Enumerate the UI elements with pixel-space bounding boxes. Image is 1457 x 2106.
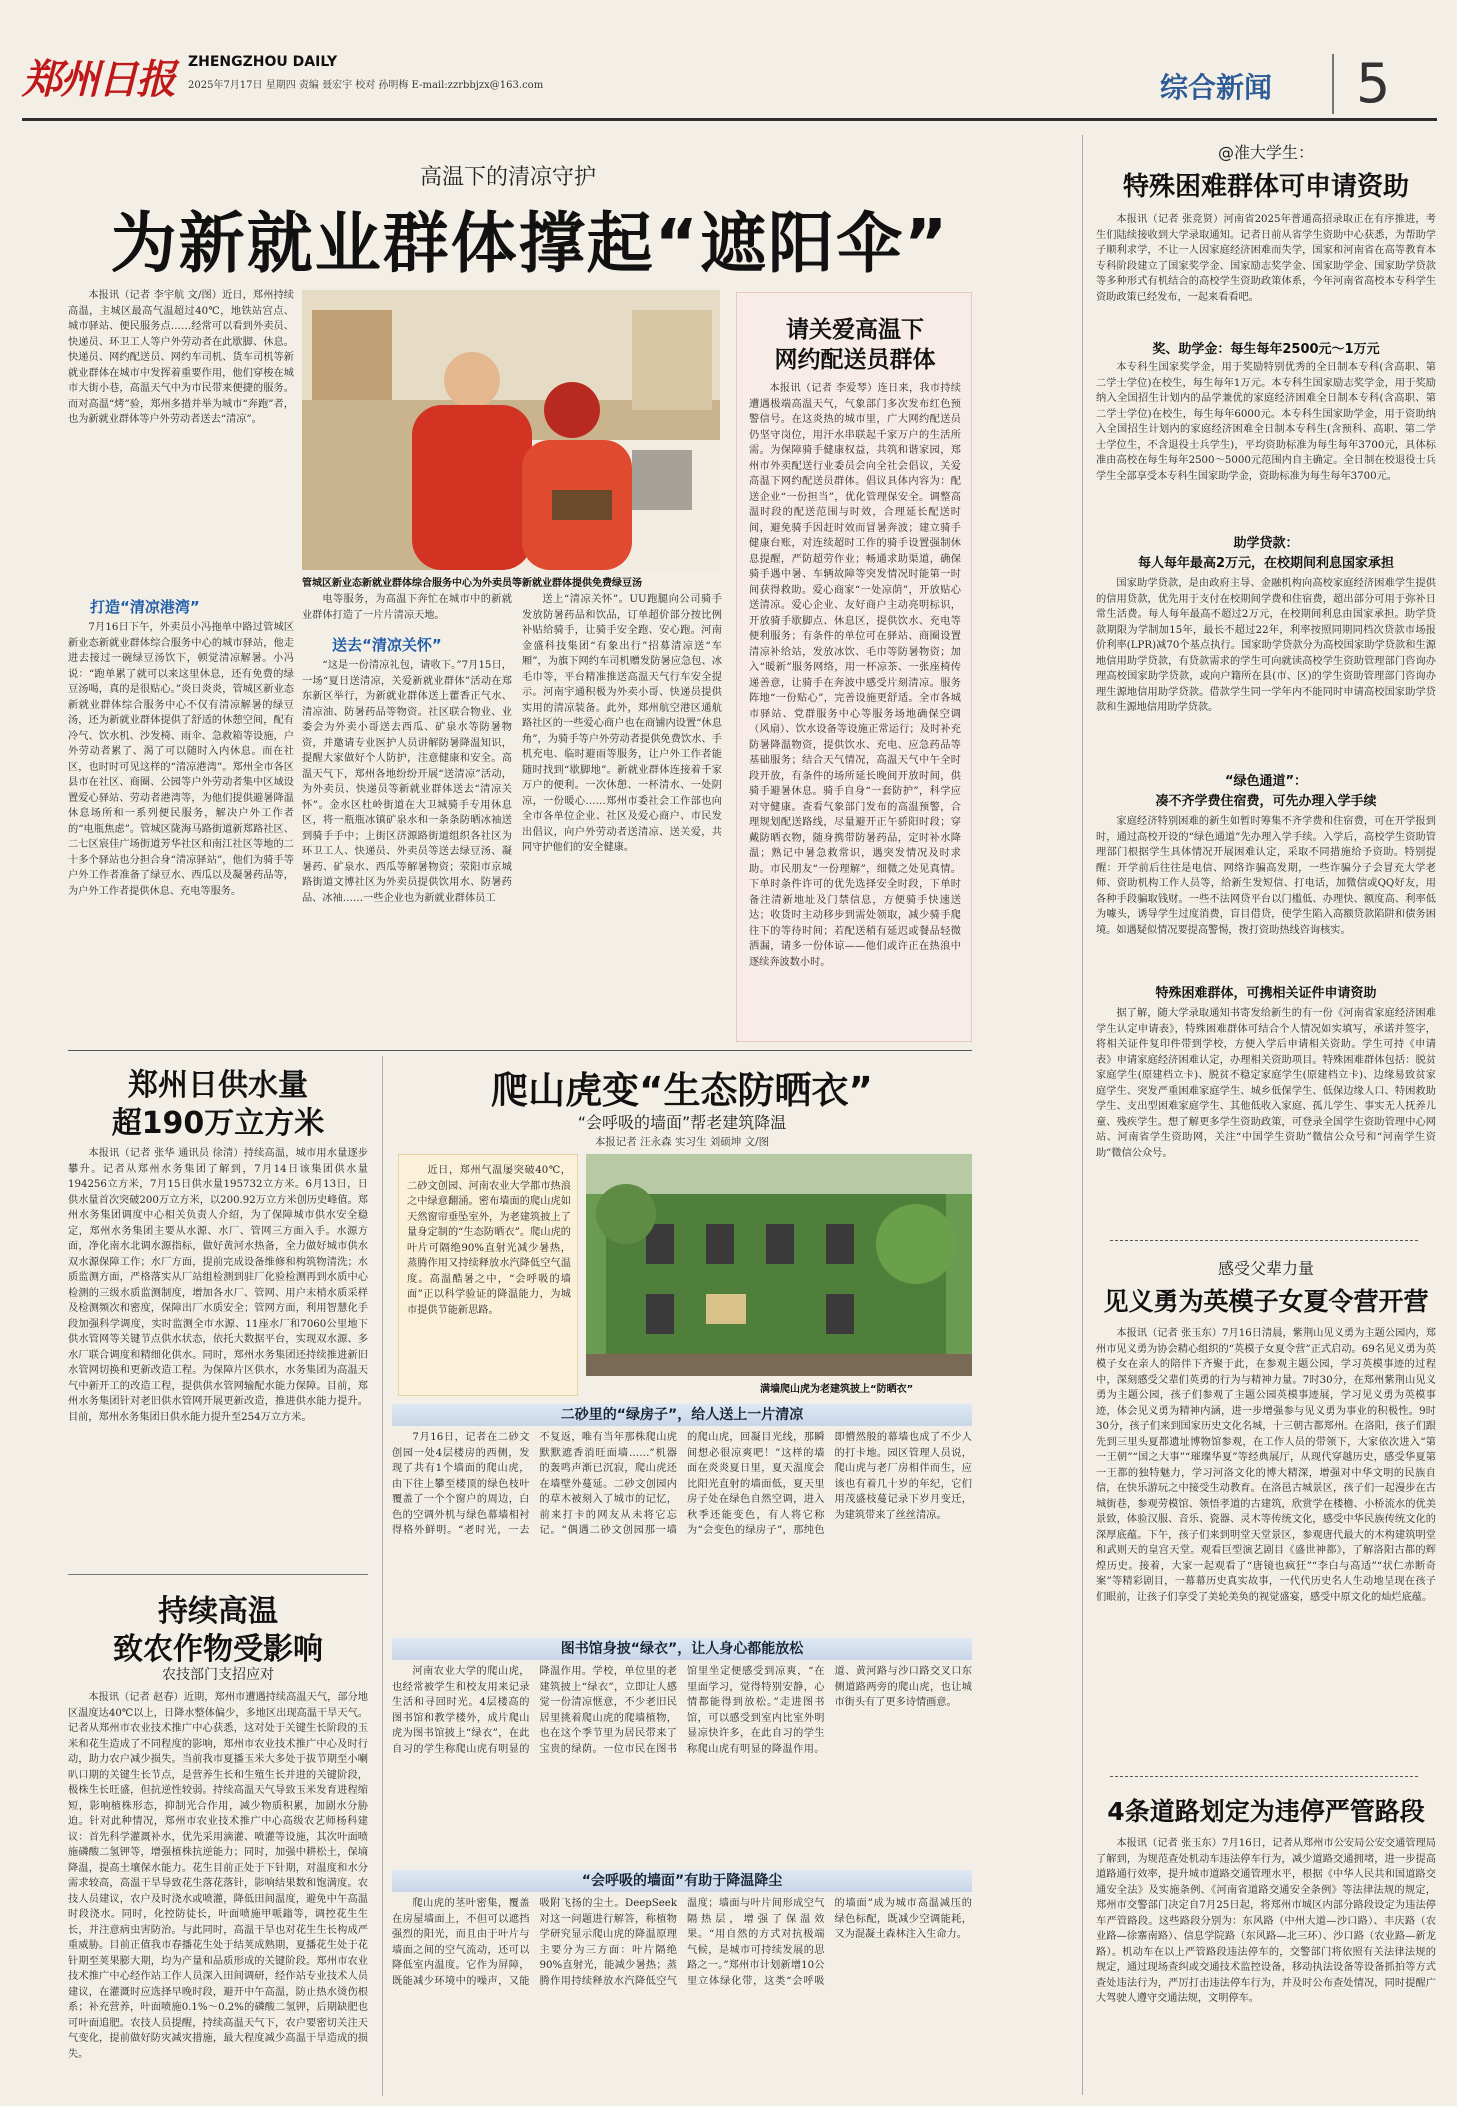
aid-intro-body: 本报讯（记者 张竞贤）河南省2025年普通高招录取正在有序推进，考生们陆续接收到大学录取通知。记者日前从省学生资助中心获悉，为帮助学子顺利求学，不让一人因家庭经济困难而失学，国家和河南省在高等教育本专科阶段建立了国家奖学金、国家励志奖学金、国家助学金、国家助学贷款等多种形式有机结合的高校学生资助政策体系，今年河南省高校本专科学生资助政策已经发布，一起来看看吧。 bbox=[1096, 214, 1436, 303]
lead-col2-subhead: 送去“清凉关怀” bbox=[332, 636, 442, 654]
farm-text bbox=[68, 1690, 368, 2094]
aid-h1: 奖、助学金：每生每年2500元～1万元 bbox=[1152, 342, 1380, 357]
lead-col2 bbox=[302, 592, 512, 632]
ivy-photo bbox=[586, 1154, 972, 1376]
ivy-photo-caption: 满墙爬山虎为老建筑披上“防晒衣” bbox=[760, 1384, 914, 1395]
water-text bbox=[68, 1146, 368, 1566]
farm-subtitle: 农技部门支招应对 bbox=[162, 1667, 274, 1683]
masthead-logo: 郑州日报 bbox=[22, 56, 174, 103]
ivy-s2-body: 河南农业大学的爬山虎，也经常被学生和校友用来记录生活和寻回时光。4层楼高的图书馆和教学楼外，成片爬山虎为图书馆披上“绿衣”，在此自习的学生称爬山虎有明显的降温作用。学校，单位里的老建筑披上“绿衣”，立即让人感觉一份清凉惬意，不少老旧民居里挑着爬山虎的爬墙植物，也在这个季节里为居民带来了宝贵的绿荫。一位市民在图书馆里坐定便感受到凉爽，“在里面学习，觉得特别安静，心情都能得到放松。”走进图书馆，可以感受到室内比室外明显凉快许多，在此自习的学生称爬山虎有明显的降温作用。道、黄河路与沙口路交叉口东侧道路两旁的爬山虎，也让城市街头有了更多诗情画意。 bbox=[392, 1666, 972, 1755]
ivy-s1-body: 7月16日，记者在二砂文创园一处4层楼房的西侧，发现了共有1个墙面的爬山虎，由下往上攀至楼顶的绿色枝叶覆盖了一个个窗户的周边，白色的空调外机与绿色幕墙相衬得格外鲜明。“老时光，一去不复返，唯有当年那株爬山虎默默遮香消旺面墙……”机器的轰鸣声渐已沉寂，爬山虎还在墙壁外蔓延。二砂文创园内的草木被刻入了城市的记忆，前来打卡的网友从未将它忘记。“偶遇二砂文创园那一墙的爬山虎，回凝目光线，那瞬间想必很凉爽吧！”这样的墙面在炎炎夏日里，夏天温度会比阳光直射的墙面低，夏天里房子处在绿色自然空调，进入秋季还能变色，有人将它称为“会变色的绿房子”，那纯色即懵然般的幕墙也成了不少人的打卡地。园区管理人员说，爬山虎与老厂房相伴而生，应该也有着几十岁的年纪，它们用茂盛枝蔓记录下岁月变迁，为建筑带来了丝丝清凉。 bbox=[392, 1432, 972, 1536]
ivy-title: 爬山虎变“生态防晒衣” bbox=[491, 1069, 873, 1112]
aid-title: 特殊困难群体可申请资助 bbox=[1122, 172, 1409, 202]
aid-p1-body: 本专科生国家奖学金，用于奖励特别优秀的全日制本专科(含高职、第二学士学位)在校生，每生每年1万元。本专科生国家励志奖学金，用于奖励纳入全国招生计划内的品学兼优的家庭经济困难全日制本专科(含高职、第二学士学位)在校生，每生每年6000元。本专科生国家助学金，用于资助纳入全国招生计划内的家庭经济困难全日制本专科生(含预科、高职、第二学士学位生，不含退役士兵学生)，平均资助标准为每生每年3700元，具体标准由高校在每生每年2500～5000元范围内自主确定。全日制在校退役士兵学生全部享受本专科生国家助学金，资助标准为每生每年3700元。 bbox=[1096, 362, 1436, 482]
riders-title-1: 请关爱高温下 bbox=[786, 317, 924, 343]
ivy-s1 bbox=[392, 1430, 972, 1630]
section-title: 综合新闻 bbox=[1160, 71, 1273, 104]
lead-photo-image bbox=[302, 290, 720, 570]
riders-box bbox=[736, 292, 972, 1042]
aid-intro bbox=[1096, 212, 1436, 336]
lead-col1-text: 本报讯（记者 李宇航 文/图）近日，郑州持续高温，主城区最高气温超过40℃，地铁站宫点、城市驿站、便民服务点……经常可以看到外卖员、快递员、环卫工人等户外劳动者在此歇脚、休息。快递员、网约配送员、网约车司机、货车司机等新就业群体在城市中发挥着重要作用，他们穿梭在城市大街小巷，高温天气中为市民带来便捷的服务。而对高温“烤”验，郑州多措并举为城市“奔跑”者，也为新就业群体等户外劳动者送去“清凉”。 bbox=[68, 290, 294, 425]
ivy-box bbox=[398, 1154, 578, 1396]
aid-p3 bbox=[1096, 814, 1436, 978]
water-title-1: 郑州日供水量 bbox=[128, 1068, 308, 1103]
ivy-s3 bbox=[392, 1896, 972, 2094]
camp-text bbox=[1096, 1326, 1436, 1762]
ivy-s3-body: 爬山虎的茎叶密集，覆盖在房屋墙面上，不但可以遮挡强烈的阳光，而且由于叶片与墙面之间的空气流动，还可以降低室内温度。它作为屏障，既能减少环境中的噪声，又能吸附飞扬的尘土。DeepSeek对这一问题进行解答，称植物学研究显示爬山虎的降温原理主要分为三方面：叶片隔绝90%直射光，能减少暑热；蒸腾作用持续释放水汽降低空气温度；墙面与叶片间形成空气隔热层，增强了保温效果。“用自然的方式对抗极端气候，是城市可持续发展的思路之一。”郑州市计划新增10公里立体绿化带，这类“会呼吸的墙面”成为城市高温减压的绿色标配，既减少空调能耗，又为混凝土森林注入生命力。 bbox=[392, 1898, 972, 1987]
water-text-body: 本报讯（记者 张华 通讯员 徐清）持续高温，城市用水量逐步攀升。记者从郑州水务集团了解到，7月14日该集团供水量194256立方米，7月15日供水量195732立方米。6月13日，日供水量首次突破200万立方米，以200.92万立方米创历史峰值。郑州水务集团调度中心相关负责人介绍，为了保障城市供水安全稳定，郑州水务集团主要从水源、水厂、管网三方面入手。水源方面，净化南水北调水源指标，做好黄河水热备，全力做好城市供水双水源保障工作；水厂方面，提前完成设备维修和构筑物清洗；水质监测方面，严格落实从厂站组检测到驻厂化验检测再到水质中心检测的三级水质监测制度，增加各水厂、管网、用户末梢水质采样及检测频次和密度，保障出厂水质安全；管网方面，利用智慧化手段加强科学调度，实时监测全市水源、11座水厂和7060公里地下供水管网等关键节点供水状态，依托大数据平台，实现双水源、多水厂联合调度和精细化供水。同时，郑州水务集团还持续推进新旧水管网切换和更新改造工程。为保障片区供水，水务集团为高温天气中新开工的改造工程，提供供水管网输配水能力保障。目前，郑州水务集团针对老旧供水管网开展更新改造，推进供水能力提升。目前，郑州水务集团日供水能力提升至254万立方米。 bbox=[68, 1148, 368, 1423]
lead-col1-subhead: 打造“清凉港湾” bbox=[90, 598, 200, 616]
lead-title: 为新就业群体撑起“遮阳伞” bbox=[110, 205, 950, 282]
lead-col3 bbox=[522, 592, 722, 1042]
lead-col2b-text: “这是一份清凉礼包，请收下。”7月15日，一场“夏日送清凉，关爱新就业群体”活动在郑东新区举行，为新就业群体送上藿香正气水、清凉油、防暑药品等物资。社区联合物业、业委会为外卖小哥送去西瓜、矿泉水等防暑物资，并邀请专业医护人员讲解防暑降温知识，提醒大家做好个人防护，注意健康和安全。高温天气下，郑州各地纷纷开展“送清凉”活动，为外卖员、快递员等新就业群体送去“清凉关怀”。金水区杜岭街道在大卫城骑手专用休息区，将一瓶瓶冰镇矿泉水和一条条防晒冰袖送到骑手手中；上街区济源路街道组织各社区为环卫工人、快递员、外卖员等送去绿豆汤、凝暑药、矿泉水、西瓜等解暑物资；荥阳市京城路街道文博社区为外卖员提供饮用水、防暑药品、冰袖……一些企业也为新就业群体员工 bbox=[302, 660, 512, 904]
ivy-photo-image bbox=[586, 1154, 972, 1376]
aid-camp-rule bbox=[1110, 1240, 1420, 1241]
camp-road-rule bbox=[1110, 1776, 1420, 1777]
camp-title: 见义勇为英模子女夏令营开营 bbox=[1103, 1287, 1429, 1316]
aid-p3-body: 家庭经济特别困难的新生如暂时筹集不齐学费和住宿费，可在开学报到时，通过高校开设的“绿色通道”先办理入学手续。入学后，高校学生资助管理部门根据学生具体情况开展困难认定，采取不同措施给予资助。特别提醒：开学前后往往是电信、网络诈骗高发期，一些诈骗分子会冒充大学老师、资助机构工作人员等，给新生发短信、打电话，加微信或QQ好友，用各种手段骗取钱财。一些不法网贷平台以门槛低、办理快、额度高、利率低为噱头，诱导学生过度消费，盲目借贷，使学生陷入高额贷款陷阱和债务困境。如遇疑似情况要提高警惕，拨打资助热线咨询核实。 bbox=[1096, 816, 1436, 936]
camp-text-body: 本报讯（记者 张玉东）7月16日清晨，紫荆山见义勇为主题公园内，郑州市见义勇为协会精心组织的“英模子女夏令营”正式启动。69名见义勇为英模子女在亲人的陪伴下齐聚于此，在参观主题公园，学习英模事迹的过程中，深刻感受父辈们英勇的行为与精神力量。7时30分，在郑州紫荆山见义勇为主题公园，孩子们参观了主题公园英模事迹展，学习见义勇为英模事迹，体会见义勇为精神内涵，进一步增强参与见义勇为事业的积极性。9时30分，孩子们来到国家历史文化名城，十三朝古都郑州。在洛阳，孩子们跟先到三里头夏都遗址博物馆参观，在工作人员的带领下，大家依次进入“第一王朝”“国之大事”“璀璨华夏”等经典展厅，从现代穿越历史，感受华夏第一王都的独特魅力，学习河洛文化的博大精深，增强对中华文明的民族自信，在快乐游玩之中接受生动教育。在洛邑古城景区，孩子们一起漫步在古城街巷，参观劳模馆、领悟孝道的古建筑，欣赏学在楼檐、小桥流水的优美景致，体验汉服、音乐、瓷器、灵木等传统文化，感受中华民族传统文化的深厚底蕴。下午，孩子们来到明堂天堂景区，参观唐代最大的木构建筑明堂和武则天的皇宫天堂。观看巨型演艺剧目《盛世神都》，了解洛阳古都的辉煌历史。接着，大家一起观看了“唐镜也疯狂”“李白与高适”“状仁赤断奇案”等精彩剧目，一幕幕历史真实故事，一代代历史名人生动地呈现在孩子们眼前，让孩子们享受了美轮美奂的视觉盛宴，感受中原文化的灿烂底蕴。 bbox=[1096, 1328, 1436, 1603]
masthead bbox=[0, 0, 1457, 120]
right-column-rule bbox=[1082, 135, 1083, 2095]
lead-col2b bbox=[302, 658, 512, 1042]
lead-photo-caption: 管城区新业态新就业群体综合服务中心为外卖员等新就业群体提供免费绿豆汤 bbox=[302, 578, 642, 589]
page-number: 5 bbox=[1356, 52, 1391, 115]
aid-h2: 助学贷款： bbox=[1233, 536, 1299, 551]
ivy-box-text bbox=[407, 1163, 571, 1389]
lead-kicker: 高温下的清凉守护 bbox=[420, 165, 597, 190]
aid-p1 bbox=[1096, 360, 1436, 530]
masthead-rule bbox=[22, 118, 1437, 121]
road-text bbox=[1096, 1836, 1436, 2094]
ivy-bar-3: “会呼吸的墙面”有助于降温降尘 bbox=[392, 1870, 972, 1892]
ivy-byline: 本报记者 汪永森 实习生 刘硕坤 文/图 bbox=[594, 1136, 770, 1148]
aid-p2-body: 国家助学贷款，是由政府主导、金融机构向高校家庭经济困难学生提供的信用贷款，优先用于支付在校期间学费和住宿费，超出部分可用于弥补日常生活费。每人每年最高不超过2万元，在校期间利息由国家承担。助学贷款期限为学制加15年，最长不超过22年，利率按照同期同档次贷款市场报价利率(LPR)减70个基点执行。国家助学贷款分为高校国家助学贷款和生源地信用助学贷款，有贷款需求的学生可向就读高校学生资助管理部门咨询办理高校国家助学贷款，或向户籍所在县(市、区)的学生资助管理部门咨询办理生源地信用助学贷款。借款学生同一学年内不能同时申请高校国家助学贷款和生源地信用助学贷款。 bbox=[1096, 578, 1436, 713]
farm-text-body: 本报讯（记者 赵春）近期，郑州市遭遇持续高温天气，部分地区温度达40℃以上，日降水整体偏少，多地区出现高温干旱天气。记者从郑州市农业技术推广中心获悉，这对处于关键生长阶段的玉米和花生造成了不同程度的影响，郑州市农业技术推广中心及时行动，助力农户减少损失。当前我市夏播玉米大多处于拔节期至小喇叭口期的关键生长节点，是营养生长和生殖生长并进的关键阶段，极株生长旺盛，但抗逆性较弱。持续高温天气导致玉米发育进程缩短，影响植株形态，抑制光合作用，减少物质积累，加剧水分胁迫。针对此种情况，郑州市农业技术推广中心高级农艺师杨科建议：首先科学灌溉补水，优先采用滴灌、喷灌等设施，其次叶面喷施磷酸二氢钾等，增强植株抗逆能力；同时，加强中耕松土，保墒降温，提高土壤保水能力。花生目前正处于下针期，对温度和水分需求较高，高温干旱导致花生落花落针，影响结果数和饱满度。农技人员建议，农户及时浇水或喷灌，降低田间温度，避免中午高温时段浇水。同时，化控防徒长，叶面喷施甲哌鎓等，调控花生生长，并注意病虫害防治。与此同时，高温干旱也对花生生长构成严重威胁。目前正值我市春播花生处于结荚成熟期，夏播花生处于花针期至荚果膨大期，均为产量和品质形成的关键阶段。郑州市农业技术推广中心经作站工作人员深入田间调研，经作站专业技术人员建议，在灌溉时应选择早晚时段，避开中午高温，防止热水烫伤根系；补充营养，叶面喷施0.1%～0.2%的磷酸二氢钾，后期缺肥也可叶面追肥。农技人员提醒，持续高温天气下，农户要密切关注天气变化，提前做好防灾减灾措施，最大程度减少高温干旱造成的损失。 bbox=[68, 1692, 368, 2060]
farm-ivy-rule bbox=[382, 1056, 383, 2096]
farm-title-2: 致农作物受影响 bbox=[113, 1632, 323, 1667]
aid-h3: “绿色通道”： bbox=[1224, 774, 1308, 789]
aid-kicker: @准大学生： bbox=[1217, 143, 1314, 162]
section-divider bbox=[1332, 54, 1334, 114]
aid-h4: 特殊困难群体，可携相关证件申请资助 bbox=[1155, 986, 1377, 1001]
aid-p4-body: 据了解，随大学录取通知书寄发给新生的有一份《河南省家庭经济困难学生认定申请表》，特殊困难群体可结合个人情况如实填写，承诺并签字，将相关证件复印件带到学校，方便入学后申请相关资助。学生可持《申请表》申请家庭经济困难认定，办理相关资助项目。特殊困难群体包括：脱贫家庭学生(原建档立卡)、脱贫不稳定家庭学生(原建档立卡)、边缘易致贫家庭学生、突发严重困难家庭学生、城乡低保学生、低保边缘人口、特困救助学生、支出型困难家庭学生、其他低收入家庭、孤儿学生、事实无人抚养儿童、残疾学生。想了解更多学生资助政策，可登录全国学生资助管理中心网站、河南省学生资助网，关注“中国学生资助”微信公众号和“河南学生资助”微信公众号。 bbox=[1096, 1008, 1436, 1159]
road-title: 4条道路划定为违停严管路段 bbox=[1107, 1797, 1425, 1826]
lead-photo bbox=[302, 290, 720, 570]
ivy-box-body: 近日，郑州气温屡突破40℃，二砂文创园、河南农业大学都市热浪之中绿意翻涌。密布墙面的爬山虎如天然窗帘垂坠室外，为老建筑披上了量身定制的“生态防晒衣”。爬山虎的叶片可隔绝90%直射光减少暑热，蒸腾作用又持续释放水汽降低空气温度。高温酷暑之中，“会呼吸的墙面”正以科学验证的降温能力，为城市提供节能新思路。 bbox=[407, 1165, 571, 1316]
ivy-subtitle: “会呼吸的墙面”帮老建筑降温 bbox=[577, 1113, 787, 1132]
lead-col1 bbox=[68, 288, 294, 593]
camp-kicker: 感受父辈力量 bbox=[1217, 1259, 1314, 1278]
water-rule bbox=[68, 1574, 368, 1575]
ivy-bar-2: 图书馆身披“绿衣”，让人身心都能放松 bbox=[392, 1638, 972, 1660]
riders-text-body: 本报讯（记者 李爱琴）连日来，我市持续遭遇极端高温天气，气象部门多次发布红色预警信号。在这炎热的城市里，广大网约配送员仍坚守岗位，用汗水串联起千家万户的生活所需。为保障骑手健康权益，共筑和谐家园，郑州市外卖配送行业委员会向全社会倡议，关爱高温下网约配送员群体。倡议具体内容为：配送企业“一份担当”，优化管理保安全。调整高温时段的配送范围与时效，合理延长配送时间，避免骑手因赶时效而冒暑奔波；建立骑手健康台账，对连续超时工作的骑手设置强制休息提醒，严防超劳作业；畅通求助渠道，确保骑手遇中暑、车辆故障等突发情况时能第一时间获得救助。爱心商家“一处凉荫”，开放贴心送清凉。爱心企业、友好商户主动亮明标识，开放骑手歇脚点、休息区，提供饮水、充电等便利服务；有条件的单位可在驿站、商圈设置清凉补给站，发放冰饮、毛巾等防暑物资；加入“暖新”服务网络，用一杯凉茶、一张座椅传递善意，让骑手在奔波中感受片刻清凉。服务阵地“一份贴心”，完善设施更舒适。全市各城市驿站、党群服务中心等服务场地确保空调（风扇）、饮水设备等设施正常运行；及时补充防暑降温物资，提供饮水、充电、应急药品等基础服务；结合天气情况，高温天气中午全时段开放，有条件的场所延长晚间开放时间，供骑手避暑休息。骑手自身“一套防护”，科学应对守健康。查看气象部门发布的高温预警，合理规划配送路线，尽量避开正午骄阳时段；穿戴防晒衣物，随身携带防暑药品，定时补水降温；熟记中暑急救常识，遇突发情况及时求助。市民朋友“一份理解”，细微之处见真情。下单时条件许可的优先选择安全时段，下单时备注清新地址及门禁信息，方便骑手快速送达；收货时主动移步到需处领取，减少骑手爬往下的等待时间；若配送稍有延迟或餐品轻微洒漏，请多一份体谅——他们或许正在热浪中逐续奔波数小时。 bbox=[749, 383, 961, 968]
aid-h3b: 凑不齐学费住宿费，可先办理入学手续 bbox=[1155, 794, 1377, 809]
ivy-bar-1: 二砂里的“绿房子”，给人送上一片清凉 bbox=[392, 1404, 972, 1426]
lead-col1b bbox=[68, 620, 294, 1042]
lead-col1b-text: 7月16日下午，外卖员小冯拖单中路过管城区新业态新就业群体综合服务中心的城市驿站，他走进去接过一碗绿豆汤饮下，顿觉清凉解暑。小冯说：“跑单累了就可以来这里休息，还有免费的绿豆汤喝，真的是很贴心。”炎日炎炎，管城区新业态新就业群体综合服务中心不仅有清凉解暑的绿豆汤，还为新就业群体提供了舒适的休憩空间，配有冷气、饮水机、沙发椅、雨伞、急救箱等设施，户外劳动者累了、渴了可以随时入内休息。而在社区，也时时可见这样的“清凉港湾”。郑州全市各区县市在社区、商圈、公园等户外劳动者集中区域设置爱心驿站、劳动者港湾等，为他们提供避暑降温休息场所和一系列便民服务，解决户外工作者的“电瓶焦虑”。管城区陇海马路街道新郑路社区、二七区宸佳广场街道芳华社区和南江社区等地的二十多个驿站也分担合身“清凉驿站”，他们为骑手等户外工作者准备了绿豆水、西瓜以及凝暑药品等，为户外工作者提供休息、充电等服务。 bbox=[68, 622, 294, 897]
aid-h2b: 每人每年最高2万元，在校期间利息国家承担 bbox=[1137, 556, 1395, 571]
lead-col3-text: 送上“清凉关怀”。UU跑腿向公司骑手发放防暑药品和饮品，订单超价部分按比例补贴给骑手，让骑手安全跑、安心跑。河南金盛科技集团“有象出行”招募清凉送“车厢”，为旗下网约车司机赠发防暑应急包、冰毛巾等，平台精准推送高温天气行车安全提示。河南宇通积极为外卖小哥、快递员提供实用的清凉装备。此外，郑州航空港区通航路社区的一些爱心商户也在商铺内设置“休息角”，为骑手等户外劳动者提供免费饮水、手机充电、临时避雨等服务，让户外工作者能随时找到“歇脚地”。新就业群体连接着千家万户的便利。一次休憩、一杯清水、一处阴凉，一份暖心……郑州市委社会工作部也向全市各单位企业、社区及爱心商户、市民发出倡议，向户外劳动者送清凉、送关爱，共同守护他们的安全健康。 bbox=[522, 594, 722, 853]
lead-col2-text: 电等服务，为高温下奔忙在城市中的新就业群体打造了一片片清凉天地。 bbox=[302, 594, 512, 621]
riders-title-2: 网约配送员群体 bbox=[774, 347, 936, 373]
water-title-2: 超190万立方米 bbox=[111, 1106, 325, 1141]
riders-text bbox=[749, 381, 961, 1031]
lead-bottom-rule bbox=[68, 1050, 972, 1051]
aid-p2 bbox=[1096, 576, 1436, 766]
aid-p4 bbox=[1096, 1006, 1436, 1230]
ivy-s2 bbox=[392, 1664, 972, 1864]
farm-title-1: 持续高温 bbox=[158, 1594, 278, 1629]
road-text-body: 本报讯（记者 张玉东）7月16日，记者从郑州市公安局公安交通管理局了解到，为规范查处机动车违法停车行为，减少道路交通拥堵，进一步提高道路通行效率，提升城市道路交通管理水平，根据《中华人民共和国道路交通安全法》及实施条例、《河南省道路交通安全条例》等法律法规的规定，郑州市交警部门决定自7月25日起，将郑州市城区内部分路段设定为违法停车严管路段。这些路段分别为：东风路（中州大道—沙口路）、丰庆路（农业路—徐寨南路）、信息学院路（东风路—北三环）、沙口路（农业路—新龙路）。机动车在以上严管路段违法停车的，交警部门将依照有关法律法规的规定，通过现场查纠或交通技术监控设备，移动执法设备等设备抓拍等方式查处违法行为，严厉打击违法停车行为，并及时公布查处情况，同时提醒广大驾驶人遵守交通法规，文明停车。 bbox=[1096, 1838, 1436, 2004]
masthead-info: 2025年7月17日 星期四 责编 聂宏宇 校对 孙明梅 E-mail:zzrbbjzx@163.com bbox=[188, 80, 544, 91]
masthead-name-en: ZHENGZHOU DAILY bbox=[188, 54, 338, 70]
